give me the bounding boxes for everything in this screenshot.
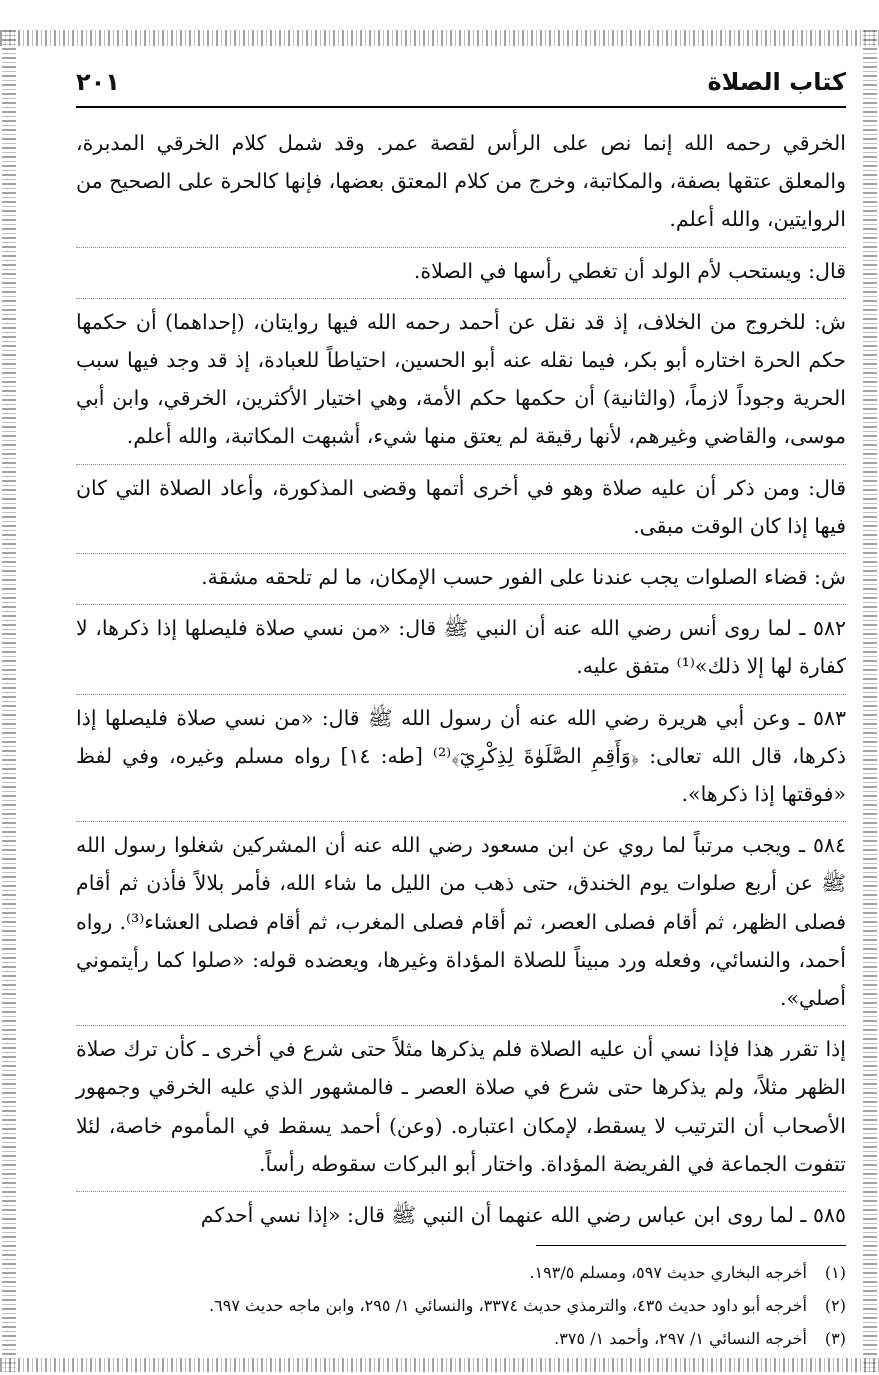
- hadith-583: ٥٨٣ ـ وعن أبي هريرة رضي الله عنه أن رسول الله ﷺ قال: «من نسي صلاة فليصلها إذا ذكرها، قال الله تعالى: ﴿وَأَقِمِ الصَّلَوٰةَ لِذِكْرِيٓ﴾⁽²⁾ [طه: ١٤] رواه مسلم وغيره، وفي لفظ «فوقتها إذا ذكرها».: [76, 694, 846, 814]
- footnote-text: أخرجه أبو داود حديث ٤٣٥، والترمذي حديث ٣٣٧٤، والنسائي ١/ ٢٩٥، وابن ماجه حديث ٦٩٧.: [209, 1296, 807, 1315]
- footnote-marker: (١): [824, 1263, 846, 1282]
- paragraph: ش: قضاء الصلوات يجب عندنا على الفور حسب الإمكان، ما لم تلحقه مشقة.: [76, 553, 846, 596]
- hadith-584: ٥٨٤ ـ ويجب مرتباً لما روي عن ابن مسعود رضي الله عنه أن المشركين شغلوا رسول الله ﷺ عن أربع صلوات يوم الخندق، حتى ذهب من الليل ما شاء الله، فأمر بلالاً فأذن ثم أقام فصلى الظهر، ثم أقام فصلى العصر، ثم أقام فصلى المغرب، ثم أقام فصلى العشاء⁽³⁾. رواه أحمد، والنسائي، وفعله ورد مبيناً للصلاة المؤداة وغيرها، ويعضده قوله: «صلوا كما رأيتموني أصلي».: [76, 821, 846, 1017]
- footnote-item: [76, 1256, 846, 1289]
- paragraph: الخرقي رحمه الله إنما نص على الرأس لقصة عمر. وقد شمل كلام الخرقي المدبرة، والمعلق عتقها بصفة، والمكاتبة، وخرج من كلام المعتق بعضها، فإنها كالحرة على الصحيح من الروايتين، والله أعلم.: [76, 131, 846, 232]
- paragraph: إذا تقرر هذا فإذا نسي أن عليه الصلاة فلم يذكرها مثلاً حتى شرع في أخرى ـ كأن ترك صلاة الظهر مثلاً، ولم يذكرها حتى شرع في صلاة العصر ـ فالمشهور الذي عليه الخرقي وجمهور الأصحاب أن الترتيب لا يسقط، لإمكان اعتباره. (وعن) أحمد يسقط في المأموم خاصة، لئلا تتفوت الجماعة في الفريضة المؤداة. واختار أبو البركات سقوطه رأساً.: [76, 1025, 846, 1183]
- running-header: [76, 66, 846, 102]
- page-border-bottom: [0, 1358, 879, 1372]
- footnote-text: أخرجه النسائي ١/ ٢٩٧، وأحمد ١/ ٣٧٥.: [554, 1329, 807, 1348]
- page-border-left: [2, 30, 16, 1372]
- footnote-text: أخرجه البخاري حديث ٥٩٧، ومسلم ١٩٣/٥.: [529, 1263, 807, 1282]
- footnote-item: [76, 1322, 846, 1355]
- main-text: [76, 124, 846, 1242]
- paragraph: قال: ويستحب لأم الولد أن تغطي رأسها في الصلاة.: [76, 247, 846, 290]
- paragraph: ش: للخروج من الخلاف، إذ قد نقل عن أحمد رحمه الله فيها روايتان، (إحداهما) أن حكمها حكم الحرة اختاره أبو بكر، فيما نقله عنه أبو الحسين، احتياطاً للعبادة، إذ قد وجد فيها سبب الحرية وجوداً لازماً، (والثانية) أن حكمها حكم الأمة، وهي اختيار الأكثرين، الخرقي، وابن أبي موسى، والقاضي وغيرهم، لأنها رقيقة لم يعتق منها شيء، أشبهت المكاتبة، والله أعلم.: [76, 298, 846, 456]
- header-rule: [76, 106, 846, 108]
- page-border-right: [863, 30, 877, 1372]
- footnote-marker: (٣): [824, 1329, 846, 1348]
- footnote-item: [76, 1289, 846, 1322]
- hadith-585: ٥٨٥ ـ لما روى ابن عباس رضي الله عنهما أن النبي ﷺ قال: «إذا نسي أحدكم: [76, 1191, 846, 1234]
- paragraph: قال: ومن ذكر أن عليه صلاة وهو في أخرى أتمها وقضى المذكورة، وأعاد الصلاة التي كان فيها إذا كان الوقت مبقى.: [76, 464, 846, 545]
- chapter-title: كتاب الصلاة: [707, 68, 846, 96]
- footnotes: [76, 1256, 846, 1355]
- page-number: ٢٠١: [76, 68, 120, 96]
- hadith-582: ٥٨٢ ـ لما روى أنس رضي الله عنه أن النبي ﷺ قال: «من نسي صلاة فليصلها إذا ذكرها، لا كفارة لها إلا ذلك»⁽¹⁾ متفق عليه.: [76, 604, 846, 685]
- footnote-marker: (٢): [824, 1296, 846, 1315]
- footnote-rule: [536, 1245, 846, 1246]
- page-border-top: [0, 30, 879, 46]
